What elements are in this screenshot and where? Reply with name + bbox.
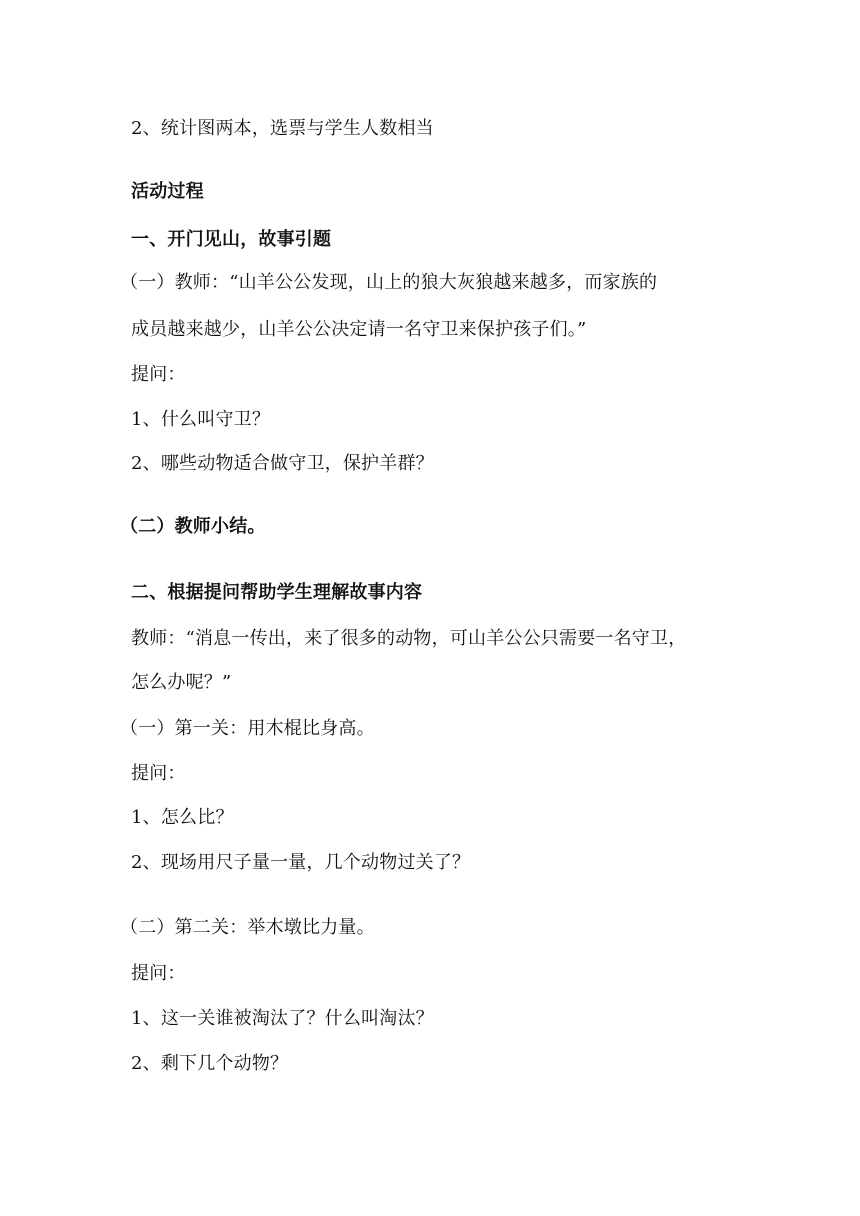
section-1-ask-label: 提问： <box>131 364 186 385</box>
activity-process-heading: 活动过程 <box>131 181 204 202</box>
section-2-level-2: （二）第二关：举木墩比力量。 <box>120 917 375 938</box>
section-1-part-1-line-1: （一）教师：“山羊公公发现，山上的狼大灰狼越来越多，而家族的 <box>120 272 658 293</box>
section-2-teacher-line-2: 怎么办呢？” <box>131 672 232 693</box>
section-1-question-1: 1、什么叫守卫？ <box>131 409 271 430</box>
section-2-level-1-ask-label: 提问： <box>131 763 186 784</box>
section-1-question-2: 2、哪些动物适合做守卫，保护羊群？ <box>131 453 434 474</box>
section-2-level-1: （一）第一关：用木棍比身高。 <box>120 718 375 739</box>
section-2-level-2-ask-label: 提问： <box>131 963 186 984</box>
section-2-teacher-line-1: 教师：“消息一传出，来了很多的动物，可山羊公公只需要一名守卫， <box>131 628 687 649</box>
materials-item-2: 2、统计图两本，选票与学生人数相当 <box>131 118 434 139</box>
section-1-heading: 一、开门见山，故事引题 <box>131 229 332 250</box>
section-2-heading: 二、根据提问帮助学生理解故事内容 <box>131 582 423 603</box>
section-1-part-1-line-2: 成员越来越少，山羊公公决定请一名守卫来保护孩子们。” <box>131 319 587 340</box>
section-2-level-1-question-1: 1、怎么比？ <box>131 807 234 828</box>
section-1-part-2: （二）教师小结。 <box>120 516 266 537</box>
section-2-level-2-question-1: 1、这一关谁被淘汰了？什么叫淘汰？ <box>131 1008 434 1029</box>
section-2-level-2-question-2: 2、剩下几个动物？ <box>131 1053 289 1074</box>
section-2-level-1-question-2: 2、现场用尺子量一量，几个动物过关了？ <box>131 852 471 873</box>
